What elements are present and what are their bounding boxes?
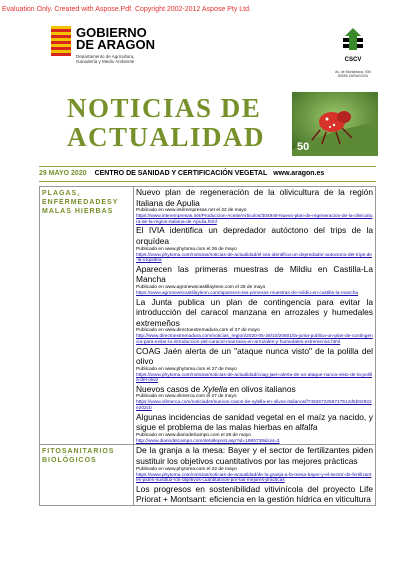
news-link[interactable]: https://www.olimerca.com/noticiadet/nuevos-casos-de-xylella-en-olivos-italianos/f7492672258747512d5b02822e202cb (136, 400, 372, 412)
news-source: Publicado en www.agronewscastillayleon.com el 26 de mayo (136, 284, 266, 290)
news-source: Publicado en www.directoextremadura.com el 27 de mayo (136, 328, 260, 334)
news-title: De la granja a la mesa: Bayer y el sector de fertilizantes piden sustituir los objetivos cuantitativos por las mejores prácticas (136, 445, 373, 467)
news-item (136, 297, 373, 346)
news-title: Los progresos en sostenibilidad vitivinícola del proyecto Life Priorat + Montsant: eficiencia en la gestión hídrica en viticultura (136, 483, 373, 505)
cscv-emblem-icon (339, 26, 367, 52)
news-item (136, 225, 373, 263)
news-item (136, 346, 373, 384)
news-title: Nuevos casos de Xylella en olivos italianos (136, 383, 296, 394)
center-name: CENTRO DE SANIDAD Y CERTIFICACIÓN VEGETAL (94, 170, 268, 177)
section-row-plagas (40, 187, 376, 445)
news-link[interactable]: https://www.phytoma.com/noticias/noticias-de-actualidad/de-la-granja-a-la-mesa-bayer-y-el-sector-de-fertilizantes-piden-sustituir-los-objetivos-cuantitativos-por-las-mejores-practicas (136, 472, 372, 484)
issue-date: 29 MAYO 2020 (39, 170, 87, 177)
news-source: Publicado en www.diariodelcampo.com el 28 de mayo (136, 432, 251, 438)
svg-text:50: 50 (297, 141, 310, 153)
news-source: Publicado en www.phytoma.com el 22 de mayo (136, 466, 237, 472)
news-item (136, 412, 373, 445)
news-title: COAG Jaén alerta de un "ataque nunca visto" de la polilla del olivo (136, 345, 373, 367)
news-title: El IVIA identifica un depredador autóctono del trips de la orquídea (136, 225, 373, 246)
dateline-bar (39, 166, 376, 182)
news-source: Publicado en www.olimerca.com el 27 de mayo (136, 394, 237, 400)
news-link[interactable]: https://www.agronewscastillayleon.com/aparecen-las-primeras-muestras-de-mildiu-en-castilla-la-mancha (136, 290, 359, 296)
evaluation-watermark: Evaluation Only. Created with Aspose.Pdf. Copyright 2002-2012 Aspose Pty Ltd. (2, 6, 251, 13)
category-cell: FITOSANITARIOS BIOLÓGICOS (40, 445, 134, 506)
header-photo-insect (292, 92, 378, 156)
news-link[interactable]: https://www.phytoma.com/noticias/noticias-de-actualidad/coag-jaen-alerta-de-un-ataque-nunca-visto-de-la-polilla-del-olivo (136, 372, 372, 384)
cscv-address: Av. de Montañana, 930 50059 ZARAGOZA (335, 70, 371, 78)
news-item (136, 264, 373, 297)
news-list (134, 445, 376, 506)
news-link[interactable]: https://www.interempresas.net/Produccion-Aceite/Articulos/304949-Nuevo-plan-de-regeneracion-de-la-olivicultura-de-la-region-Italiana-de-Apulia.html (136, 214, 373, 225)
gov-title: GOBIERNO DE ARAGON (76, 25, 155, 52)
news-source: Publicado en www.interempresas.net el 22 de mayo (136, 208, 247, 214)
news-item (136, 445, 373, 483)
news-table (39, 186, 376, 506)
site-link[interactable]: www.aragon.es (273, 170, 325, 177)
gov-department: Departamento de Agricultura, Ganadería y Medio Ambiente (76, 54, 135, 64)
news-list (134, 187, 376, 445)
section-row-fitosanitarios (40, 445, 376, 506)
news-title: Algunas incidencias de sanidad vegetal en el maíz ya nacido, y sigue el problema de las malas hierbas en alfalfa (136, 411, 373, 433)
cscv-name: CSCV (344, 57, 362, 63)
aragon-flag-icon (51, 26, 71, 56)
news-link[interactable]: http://www.diariodelcampo.com/detallepost.asp?id=1885738idcat=3 (136, 438, 280, 444)
news-item (136, 187, 373, 225)
page-title: NOTICIAS DE ACTUALIDAD (67, 93, 266, 152)
news-title: La Junta publica un plan de contingencia para evitar la introducción del caracol manzana en arrozales y humedales extremeños (136, 296, 373, 328)
news-item (136, 384, 373, 412)
news-item (136, 484, 373, 505)
news-link[interactable]: https://www.phytoma.com/noticias/noticias-de-actualidad/el-ivia-identifica-un-depredador-autoctono-del-trips-de-la-orquidea (136, 252, 372, 264)
news-source: Publicado en www.phytoma.com el 27 de mayo (136, 366, 237, 372)
news-title: Aparecen las primeras muestras de Mildiu en Castilla-La Mancha (136, 263, 373, 285)
news-source: Publicado en www.phytoma.com el 26 de mayo (136, 246, 237, 252)
category-cell: PLAGAS, ENFERMEDADESY MALAS HIERBAS (40, 187, 134, 445)
cscv-logo (325, 26, 381, 78)
news-link[interactable]: http://www.directoextremadura.com/noticias_region/2020-05-26/10/20601/la-junta-publica-un-plan-de-contingencia-para-evitar-la-introduccion-del-caracol-manzana-en-arrozales-y-humedales-extremenos.html (136, 334, 373, 345)
news-title: Nuevo plan de regeneración de la olivicultura de la región Italiana de Apulia (136, 187, 373, 208)
